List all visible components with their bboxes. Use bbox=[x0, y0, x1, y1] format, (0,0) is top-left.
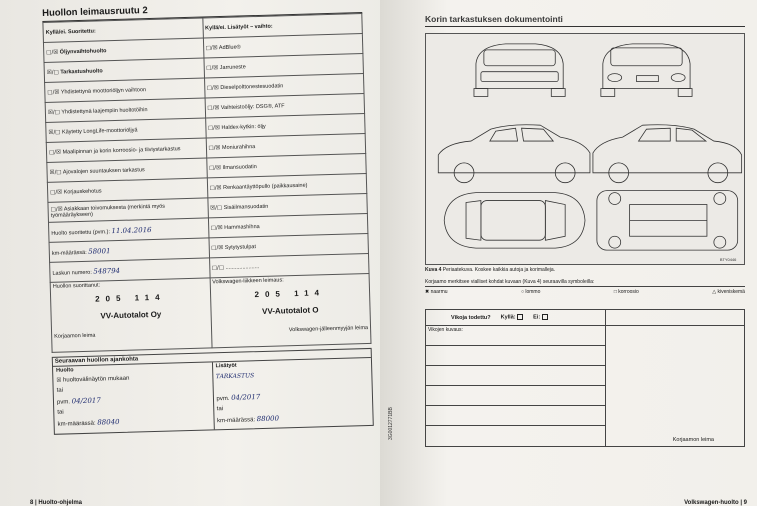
next-col2-header: Lisätyöt bbox=[215, 362, 237, 370]
service-km-label: km-määrässä: bbox=[51, 249, 87, 257]
car-rear-view bbox=[474, 44, 565, 97]
extra-work-label: Vaihteistoöljy: DSG®, ATF bbox=[220, 102, 285, 111]
checkbox-pair[interactable]: ☒/□ bbox=[210, 204, 223, 211]
workshop-stamp bbox=[53, 291, 208, 321]
km-label: km-määrässä: bbox=[57, 420, 96, 428]
service-item-label: Yhdistettynä moottoriöljyn vaihtoon bbox=[60, 86, 147, 96]
workshop-stamp-cell bbox=[50, 278, 211, 352]
pvm-label: pvm. bbox=[56, 399, 71, 406]
checkbox-pair[interactable]: □/☒ bbox=[50, 206, 63, 213]
service-km-value[interactable]: 58001 bbox=[88, 246, 111, 256]
extra-work-label: Renkaantäyttöpullo (paikkausaine) bbox=[223, 182, 308, 191]
figure-code: BTY0446 bbox=[719, 257, 737, 263]
checkbox-pair[interactable]: □/☒ bbox=[207, 104, 220, 111]
checkbox-pair[interactable]: □/☒ bbox=[206, 64, 219, 71]
checkbox-pair[interactable]: □/☒ bbox=[48, 149, 62, 156]
car-diagram bbox=[425, 33, 745, 265]
car-side-right bbox=[593, 125, 742, 183]
checkbox-pair[interactable]: □/□ bbox=[211, 264, 225, 271]
car-front-view bbox=[601, 44, 692, 97]
checkbox-pair[interactable]: □/☒ bbox=[47, 89, 60, 96]
service-date-label: Huolto suoritettu (pvm.): bbox=[51, 228, 111, 237]
car-top-view bbox=[444, 193, 585, 249]
stamp-name: VV-Autotalot O bbox=[261, 305, 319, 316]
legend-text: Korjaamo merkitsee vialliset kohdat kuvaan (Kuva 4) seuraavilla symboleilla: bbox=[425, 279, 745, 287]
symbol-scratch: ✖ naarmu bbox=[425, 289, 448, 295]
caption-bold: Kuva 4 bbox=[425, 267, 442, 273]
tai-label: tai bbox=[216, 406, 224, 413]
service-item-label: Ajovalojen suuntauksen tarkastus bbox=[62, 166, 145, 175]
stamp-row bbox=[50, 273, 371, 352]
extra-work-label: Ilmansuodatin bbox=[222, 163, 257, 171]
inspection-question: Vikoja todettu? bbox=[451, 314, 491, 321]
tai-label: tai bbox=[56, 387, 64, 394]
next-col2-hand[interactable]: TARKASTUS bbox=[215, 372, 255, 381]
invoice-number-value[interactable]: 548794 bbox=[93, 266, 121, 276]
dealer-stamp bbox=[212, 287, 367, 317]
workshop-stamp-footer: Korjaamon leima bbox=[54, 332, 96, 340]
symbol-stone-chip: △ kiveniskemä bbox=[712, 289, 745, 295]
extra-work-label: Moniurahihna bbox=[221, 143, 256, 151]
checkbox-pair[interactable]: □/☒ bbox=[46, 49, 59, 56]
extra-work-label: Dieselpolttonestesuodatin bbox=[220, 82, 284, 91]
caption-text: Periaatekuva. Koskee kaikkia autoja ja korimalleja. bbox=[442, 267, 556, 273]
checkbox[interactable]: ☒ bbox=[56, 377, 62, 384]
service-item-label: Tarkastushuolto bbox=[60, 67, 103, 76]
figure-caption bbox=[425, 267, 745, 273]
service-item-label: Maalipinnan ja korin korroosio- ja tiiviystarkastus bbox=[62, 145, 181, 155]
checkbox-pair[interactable]: □/☒ bbox=[210, 224, 223, 231]
yes-checkbox[interactable] bbox=[517, 314, 523, 320]
right-page-footer: Volkswagen-huolto | 9 bbox=[684, 500, 747, 506]
km-label: km-määrässä: bbox=[217, 417, 256, 425]
fault-label: Vikojen kuvaus: bbox=[426, 326, 605, 346]
dealer-stamp-cell bbox=[210, 273, 371, 347]
service-item-label: Öljynvaihtohuolto bbox=[59, 47, 107, 56]
extra-work-label: Sytytystulpat bbox=[224, 243, 257, 251]
service-item-label: Yhdistettynä laajempiin huoltotöihin bbox=[61, 106, 148, 115]
symbol-legend bbox=[425, 289, 745, 295]
stamp-label-right: Volkswagen-liikkeen leimaus: bbox=[212, 277, 284, 286]
left-page-footer: 8 | Huolto-ohjelma bbox=[30, 500, 83, 506]
checkbox-pair[interactable]: □/☒ bbox=[50, 189, 63, 196]
inspection-table bbox=[425, 309, 745, 447]
left-page-title: Huollon leimausruutu 2 bbox=[42, 0, 362, 22]
no-label: Ei: bbox=[533, 314, 541, 321]
fault-line[interactable] bbox=[426, 366, 605, 386]
no-checkbox[interactable] bbox=[542, 314, 548, 320]
checkbox-pair[interactable]: □/☒ bbox=[211, 244, 224, 251]
fault-line[interactable] bbox=[426, 426, 605, 446]
yes-label: Kyllä: bbox=[500, 314, 516, 321]
checkbox-pair[interactable]: □/☒ bbox=[208, 164, 222, 171]
side-code: 3G0012771BB bbox=[388, 407, 394, 440]
extra-work-label: ...................... bbox=[225, 263, 260, 271]
service-item-label: Asiakkaan toivomuksesta (merkintä myös työmääräykseen) bbox=[50, 203, 166, 219]
signature-area bbox=[606, 326, 744, 446]
extra-work-label: Haldex-kytkin: öljy bbox=[221, 123, 266, 131]
checkbox-pair[interactable]: ☒/□ bbox=[48, 129, 61, 136]
checkbox-pair[interactable]: □/☒ bbox=[209, 184, 222, 191]
next-col1-item: huoltovälinäytön mukaan bbox=[62, 375, 130, 384]
checkbox-pair[interactable]: □/☒ bbox=[205, 44, 218, 51]
dealer-stamp-footer: Volkswagen-jälleenmyyjän leima bbox=[288, 325, 369, 334]
next-extra-col bbox=[212, 358, 372, 429]
service-grid bbox=[42, 13, 371, 353]
checkbox-pair[interactable]: ☒/□ bbox=[46, 69, 59, 76]
checkbox-pair[interactable]: ☒/□ bbox=[47, 109, 60, 116]
signature-label: Korjaamon leima bbox=[672, 437, 714, 443]
checkbox-pair[interactable]: ☒/□ bbox=[49, 169, 62, 176]
next-col1-km[interactable]: 88040 bbox=[97, 417, 120, 427]
col-right-header: Kyllä/ei. Lisätyöt – vaihto: bbox=[202, 14, 362, 38]
car-underside-view bbox=[597, 191, 738, 250]
extra-work-label: Hammashihna bbox=[224, 223, 260, 231]
next-col2-date[interactable]: 04/2017 bbox=[231, 393, 261, 402]
next-service-box bbox=[52, 348, 374, 435]
symbol-corrosion: □ korroosio bbox=[613, 289, 639, 295]
tai-label: tai bbox=[57, 409, 64, 416]
service-item-label: Käytetty LongLife-moottoriöljyä bbox=[61, 126, 138, 135]
checkbox-pair[interactable]: □/☒ bbox=[206, 84, 219, 91]
next-service-title: Seuraavan huollon ajankohta bbox=[53, 349, 371, 367]
extra-work-label: Sisäilmansuodatin bbox=[223, 203, 269, 211]
inspection-question-row bbox=[426, 310, 744, 326]
stamp-label-left: Huollon suorittanut: bbox=[52, 282, 101, 290]
extra-work-label: Jarruneste bbox=[219, 63, 246, 71]
pvm-label: pvm. bbox=[216, 395, 230, 403]
fault-line[interactable] bbox=[426, 406, 605, 426]
next-service-col bbox=[53, 362, 214, 433]
service-date-value[interactable]: 11.04.2016 bbox=[111, 225, 152, 235]
checkbox-pair[interactable]: □/☒ bbox=[207, 124, 220, 131]
next-col1-header: Huolto bbox=[56, 367, 74, 374]
car-side-left bbox=[438, 125, 590, 183]
next-col2-km[interactable]: 88000 bbox=[256, 414, 280, 424]
service-stamp-form bbox=[42, 0, 374, 435]
stamp-name: VV-Autotalot Oy bbox=[100, 309, 162, 321]
fault-description-column bbox=[426, 326, 606, 446]
car-outlines-svg bbox=[426, 34, 744, 264]
service-item-label: Korjauskehotus bbox=[63, 187, 102, 195]
stamp-number: 205 114 bbox=[254, 288, 326, 300]
invoice-number-label: Laskun numero: bbox=[52, 269, 92, 277]
symbol-dent: ○ lommo bbox=[520, 289, 541, 295]
next-col1-date[interactable]: 04/2017 bbox=[71, 396, 101, 406]
fault-line[interactable] bbox=[426, 346, 605, 366]
stamp-number: 205 114 bbox=[95, 292, 166, 304]
body-inspection-form bbox=[425, 14, 745, 447]
right-page-title: Korin tarkastuksen dokumentointi bbox=[425, 14, 745, 27]
fault-line[interactable] bbox=[426, 386, 605, 406]
checkbox-pair[interactable]: □/☒ bbox=[208, 144, 221, 151]
extra-work-label: AdBlue® bbox=[218, 43, 241, 51]
col-left-header: Kyllä/ei. Suoritettu: bbox=[43, 18, 203, 42]
